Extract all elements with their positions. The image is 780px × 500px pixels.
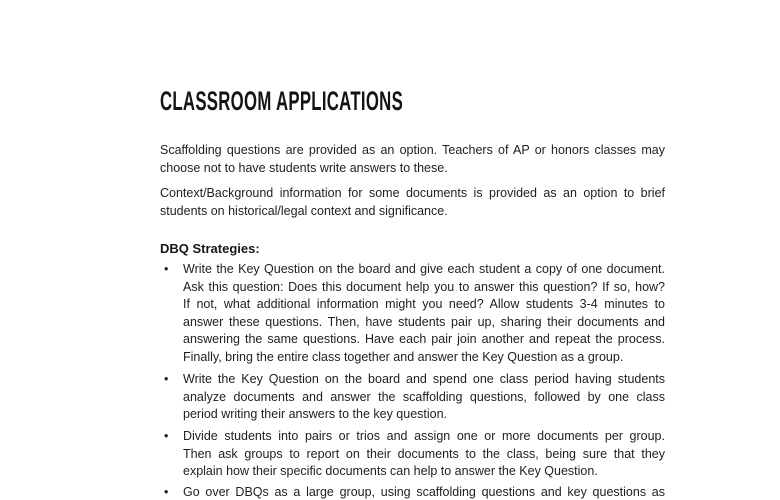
text-line: Go over DBQs as a large group, using scaffolding questions and key questions as [183, 485, 665, 499]
text-line: Write the Key Question on the board and spend one class period having students [183, 372, 665, 386]
text-line: Context/Background information for some documents is provided as an option to brief [160, 186, 665, 200]
intro-paragraph-context [160, 185, 665, 220]
bullet-icon: • [164, 485, 169, 499]
text-line: choose not to have students write answers to these. [160, 160, 448, 175]
text-line: period writing their answers to the key question. [183, 407, 448, 421]
text-line: If not, what additional information might you need? Allow students 3-4 minutes to [183, 297, 665, 311]
bullet-icon: • [164, 372, 169, 386]
text-line: Scaffolding questions are provided as an option. Teachers of AP or honors classes may [160, 143, 665, 157]
text-line: Divide students into pairs or trios and assign one or more documents per group. [183, 429, 665, 443]
list-item [160, 428, 665, 481]
list-item [160, 484, 665, 500]
list-item-text [183, 484, 665, 500]
list-item [160, 261, 665, 366]
text-line: students on historical/legal context and significance. [160, 203, 448, 218]
text-line: Ask this question: Does this document help you to answer this question? If so, how? [183, 279, 665, 294]
list-item-text [183, 371, 665, 424]
text-line: analyze documents and answer the scaffolding questions, followed by one class [183, 389, 665, 404]
text-line: Write the Key Question on the board and give each student a copy of one document. [183, 262, 665, 276]
text-line: Then ask groups to report on their documents to the class, being sure that they [183, 446, 665, 461]
text-line: Finally, bring the entire class together and answer the Key Question as a group. [183, 349, 624, 364]
bullet-icon: • [164, 429, 169, 443]
list-item-text [183, 261, 665, 366]
text-line: answer these questions. Then, have students pair up, sharing their documents and [183, 314, 665, 329]
list-item [160, 371, 665, 424]
page-title: CLASSROOM APPLICATIONS [160, 86, 404, 116]
intro-paragraph-scaffolding [160, 142, 665, 177]
list-item-text [183, 428, 665, 481]
text-line: explain how their specific documents can help to answer the Key Question. [183, 464, 598, 478]
section-heading-dbq-strategies: DBQ Strategies: [160, 241, 260, 256]
bullet-icon: • [164, 262, 169, 276]
text-line: answering the same questions. Have each pair join another and repeat the process. [183, 332, 665, 346]
